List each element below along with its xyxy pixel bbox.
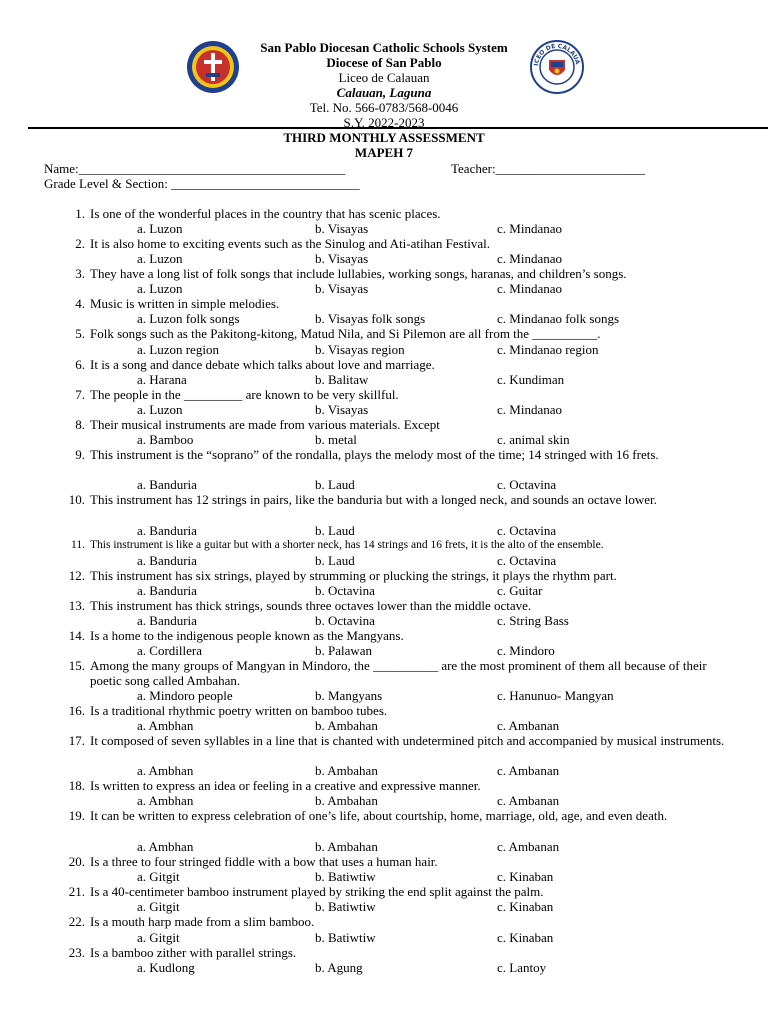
- school-year: S.Y. 2022-2023: [343, 115, 425, 130]
- option-a[interactable]: a. Bamboo: [137, 432, 194, 447]
- question-22: [67, 914, 727, 929]
- question-text: Is a traditional rhythmic poetry written on bamboo tubes.: [90, 703, 388, 718]
- option-c[interactable]: c. Kinaban: [497, 899, 554, 914]
- option-c[interactable]: c. Ambanan: [497, 763, 560, 778]
- question-number: 15.: [68, 658, 85, 673]
- question-number: 12.: [68, 568, 85, 583]
- question-16: [67, 703, 727, 718]
- question-number: 10.: [68, 492, 85, 507]
- question-number: 7.: [75, 387, 85, 402]
- question-18: [67, 778, 727, 793]
- question-text: This instrument is the “soprano” of the rondalla, plays the melody most of the time; 14 stringed with 16 frets.: [90, 447, 659, 462]
- question-text: This instrument has 12 strings in pairs, like the banduria but with a longed neck, and sounds an octave lower.: [90, 492, 657, 507]
- question-19: [67, 808, 727, 823]
- question-number: 5.: [75, 326, 85, 341]
- question-10: [67, 492, 727, 507]
- question-4: [67, 296, 727, 311]
- question-text: Among the many groups of Mangyan in Mindoro, the __________ are the most prominent of them all because of their poetic song called Ambahan.: [90, 658, 707, 688]
- option-b[interactable]: b. Mangyans: [315, 688, 383, 703]
- question-8: [67, 417, 727, 432]
- option-b[interactable]: b. Visayas folk songs: [315, 311, 426, 326]
- question-23: [67, 945, 727, 960]
- question-number: 3.: [75, 266, 85, 281]
- option-c[interactable]: c. Octavina: [497, 477, 557, 492]
- option-a[interactable]: a. Gitgit: [137, 869, 180, 884]
- option-b[interactable]: b. Laud: [315, 553, 355, 568]
- option-a[interactable]: a. Harana: [137, 372, 187, 387]
- question-number: 4.: [75, 296, 85, 311]
- question-number: 19.: [68, 808, 85, 823]
- option-a[interactable]: a. Luzon folk songs: [137, 311, 240, 326]
- question-5: [67, 326, 727, 341]
- question-text: Is a home to the indigenous people known as the Mangyans.: [90, 628, 404, 643]
- question-2: [67, 236, 727, 251]
- question-text: It is a song and dance debate which talks about love and marriage.: [90, 357, 435, 372]
- option-c[interactable]: c. String Bass: [497, 613, 569, 628]
- option-a[interactable]: a. Banduria: [137, 553, 197, 568]
- option-b[interactable]: b. Palawan: [315, 643, 373, 658]
- option-a[interactable]: a. Banduria: [137, 477, 197, 492]
- question-number: 11.: [71, 539, 85, 551]
- question-number: 23.: [68, 945, 85, 960]
- option-b[interactable]: b. Ambahan: [315, 763, 378, 778]
- question-text: Is a 40-centimeter bamboo instrument played by striking the end split against the palm.: [90, 884, 544, 899]
- option-a[interactable]: a. Ambhan: [137, 718, 194, 733]
- question-number: 17.: [68, 733, 85, 748]
- option-b[interactable]: b. Batiwtiw: [315, 899, 376, 914]
- option-b[interactable]: b. Agung: [315, 960, 363, 975]
- question-text: The people in the _________ are known to be very skillful.: [90, 387, 399, 402]
- option-a[interactable]: a. Luzon: [137, 402, 183, 417]
- option-b[interactable]: b. Ambahan: [315, 793, 378, 808]
- option-c[interactable]: c. Lantoy: [497, 960, 547, 975]
- option-a[interactable]: a. Luzon: [137, 221, 183, 236]
- question-number: 16.: [68, 703, 85, 718]
- telephone-number: Tel. No. 566-0783/568-0046: [309, 100, 459, 115]
- question-text: Is a bamboo zither with parallel strings.: [90, 945, 297, 960]
- option-c[interactable]: c. Mindanao: [497, 402, 562, 417]
- question-number: 21.: [68, 884, 85, 899]
- option-b[interactable]: b. Octavina: [315, 613, 375, 628]
- question-text: Is a mouth harp made from a slim bamboo.: [90, 914, 315, 929]
- option-b[interactable]: b. Batiwtiw: [315, 930, 376, 945]
- option-a[interactable]: a. Banduria: [137, 523, 197, 538]
- option-a[interactable]: a. Ambhan: [137, 793, 194, 808]
- option-a[interactable]: a. Banduria: [137, 613, 197, 628]
- question-text: Is written to express an idea or feeling in a creative and expressive manner.: [90, 778, 481, 793]
- option-c[interactable]: c. Ambanan: [497, 718, 560, 733]
- option-a[interactable]: a. Ambhan: [137, 763, 194, 778]
- question-1: [67, 206, 727, 221]
- exam-title: THIRD MONTHLY ASSESSMENT: [283, 130, 485, 145]
- question-13: [67, 598, 727, 613]
- question-15: [67, 658, 727, 688]
- option-a[interactable]: a. Kudlong: [137, 960, 195, 975]
- question-14: [67, 628, 727, 643]
- option-c[interactable]: c. Ambanan: [497, 793, 560, 808]
- option-b[interactable]: b. Visayas: [315, 402, 369, 417]
- option-c[interactable]: c. Mindanao: [497, 221, 562, 236]
- question-text: Folk songs such as the Pakitong-kitong, Matud Nila, and Si Pilemon are all from the __________.: [90, 326, 601, 341]
- question-text: It can be written to express celebration of one’s life, about courtship, home, marriage, old, age, and even death.: [90, 808, 668, 823]
- question-20: [67, 854, 727, 869]
- question-9: [67, 447, 727, 462]
- question-number: 2.: [75, 236, 85, 251]
- question-number: 9.: [75, 447, 85, 462]
- question-number: 14.: [68, 628, 85, 643]
- option-c[interactable]: c. Mindanao folk songs: [497, 311, 620, 326]
- question-text: Their musical instruments are made from various materials. Except: [90, 417, 440, 432]
- question-number: 8.: [75, 417, 85, 432]
- option-b[interactable]: b. Laud: [315, 477, 355, 492]
- question-text: It is also home to exciting events such as the Sinulog and Ati-atihan Festival.: [90, 236, 491, 251]
- question-11: [67, 538, 727, 553]
- school-location: Calauan, Laguna: [336, 85, 432, 100]
- header-divider: [28, 127, 768, 129]
- option-a[interactable]: a. Luzon region: [137, 342, 219, 357]
- diocese-name: Diocese of San Pablo: [326, 55, 442, 70]
- subject-title: MAPEH 7: [354, 145, 414, 160]
- option-b[interactable]: b. metal: [315, 432, 357, 447]
- question-text: They have a long list of folk songs that include lullabies, working songs, haranas, and children’s songs.: [90, 266, 627, 281]
- option-b[interactable]: b. Octavina: [315, 583, 375, 598]
- option-a[interactable]: a. Ambhan: [137, 839, 194, 854]
- option-a[interactable]: a. Banduria: [137, 583, 197, 598]
- option-c[interactable]: c. animal skin: [497, 432, 570, 447]
- option-c[interactable]: c. Kinaban: [497, 869, 554, 884]
- option-c[interactable]: c. Mindoro: [497, 643, 555, 658]
- option-b[interactable]: b. Balitaw: [315, 372, 369, 387]
- question-number: 1.: [75, 206, 85, 221]
- question-text: This instrument has thick strings, sounds three octaves lower than the middle octave.: [90, 598, 532, 613]
- option-a[interactable]: a. Gitgit: [137, 899, 180, 914]
- name-field[interactable]: Name:_________________________________________: [44, 161, 346, 176]
- option-c[interactable]: c. Hanunuo- Mangyan: [497, 688, 614, 703]
- option-c[interactable]: c. Mindanao region: [497, 342, 599, 357]
- question-17: [67, 733, 727, 748]
- option-b[interactable]: b. Ambahan: [315, 839, 378, 854]
- option-c[interactable]: c. Octavina: [497, 553, 557, 568]
- option-c[interactable]: c. Guitar: [497, 583, 543, 598]
- option-b[interactable]: b. Laud: [315, 523, 355, 538]
- question-number: 6.: [75, 357, 85, 372]
- option-c[interactable]: c. Kinaban: [497, 930, 554, 945]
- question-number: 18.: [68, 778, 85, 793]
- option-c[interactable]: c. Kundiman: [497, 372, 565, 387]
- question-text: This instrument has six strings, played by strumming or plucking the strings, it plays the rhythm part.: [90, 568, 617, 583]
- question-text: Is a three to four stringed fiddle with a bow that uses a human hair.: [90, 854, 438, 869]
- teacher-field[interactable]: Teacher:_______________________: [451, 161, 646, 176]
- option-b[interactable]: b. Ambahan: [315, 718, 378, 733]
- option-c[interactable]: c. Mindanao: [497, 281, 562, 296]
- question-number: 22.: [68, 914, 85, 929]
- option-c[interactable]: c. Octavina: [497, 523, 557, 538]
- option-b[interactable]: b. Visayas: [315, 251, 369, 266]
- option-a[interactable]: a. Cordillera: [137, 643, 202, 658]
- school-system-name: San Pablo Diocesan Catholic Schools System: [260, 40, 508, 55]
- option-a[interactable]: a. Gitgit: [137, 930, 180, 945]
- option-a[interactable]: a. Mindoro people: [137, 688, 233, 703]
- question-6: [67, 357, 727, 372]
- question-text: Music is written in simple melodies.: [90, 296, 280, 311]
- question-12: [67, 568, 727, 583]
- question-text: It composed of seven syllables in a line that is chanted with undetermined pitch and accompanied by musical instruments.: [90, 733, 725, 748]
- question-7: [67, 387, 727, 402]
- question-3: [67, 266, 727, 281]
- question-number: 13.: [68, 598, 85, 613]
- option-b[interactable]: b. Batiwtiw: [315, 869, 376, 884]
- svg-text:LICEO DE CALAUAN: ICEO DE CALAUA: [533, 42, 581, 67]
- question-text: Is one of the wonderful places in the country that has scenic places.: [90, 206, 441, 221]
- option-c[interactable]: c. Ambanan: [497, 839, 560, 854]
- question-number: 20.: [68, 854, 85, 869]
- question-21: [67, 884, 727, 899]
- option-b[interactable]: b. Visayas: [315, 281, 369, 296]
- option-a[interactable]: a. Luzon: [137, 251, 183, 266]
- option-a[interactable]: a. Luzon: [137, 281, 183, 296]
- option-b[interactable]: b. Visayas region: [315, 342, 405, 357]
- option-b[interactable]: b. Visayas: [315, 221, 369, 236]
- grade-section-field[interactable]: Grade Level & Section: _____________________________: [44, 176, 360, 191]
- option-c[interactable]: c. Mindanao: [497, 251, 562, 266]
- question-text: This instrument is like a guitar but with a shorter neck, has 14 strings and 16 frets, it is the alto of the ensemble.: [90, 539, 604, 551]
- school-name: Liceo de Calauan: [338, 70, 430, 85]
